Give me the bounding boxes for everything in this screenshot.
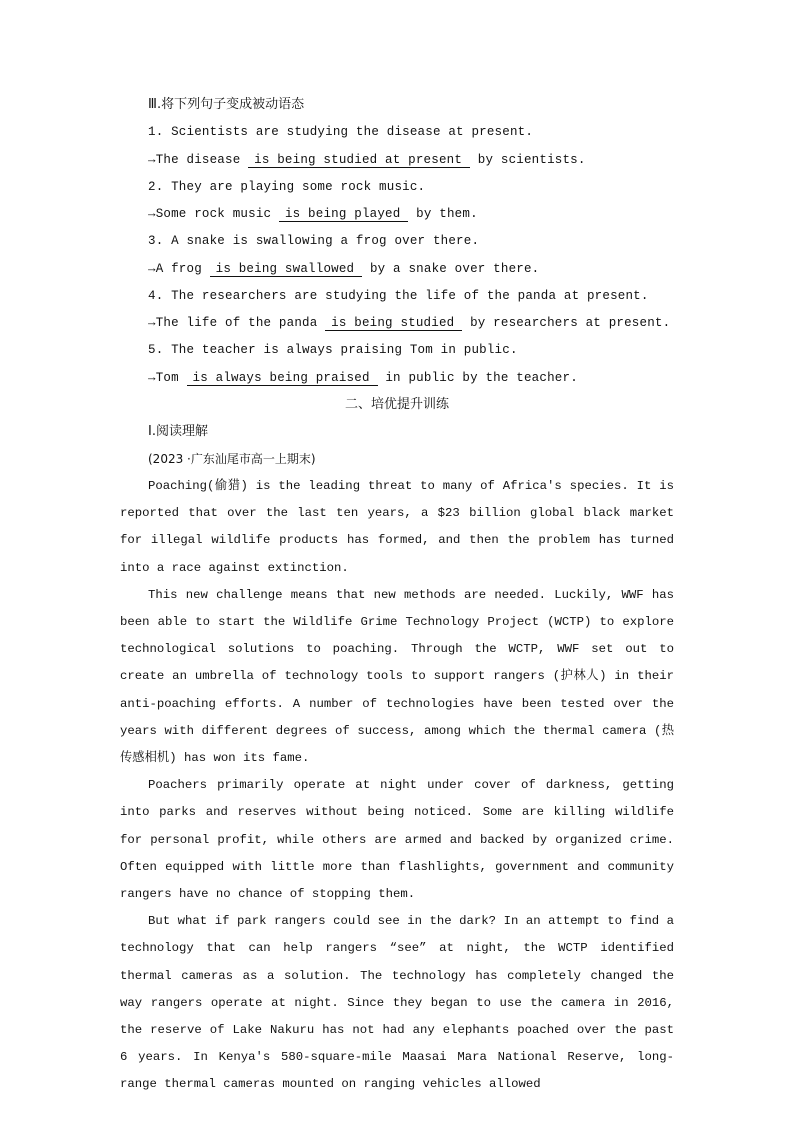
answer-blank: is being played xyxy=(279,207,409,222)
exercise-question: 3. A snake is swallowing a frog over there. xyxy=(148,234,480,248)
answer-prefix: →The life of the panda xyxy=(148,316,318,330)
passage-paragraph: Poachers primarily operate at night under cover of darkness, getting into parks and reserves without being noticed. Some are killing wildlife for personal profit, while others are armed and backed by organized crime. Often equipped with little more than flashlights, government and community rangers have no chance of stopping them. xyxy=(120,778,674,902)
passage-paragraph: Poaching(偷猎) is the leading threat to many of Africa's species. It is reported that over the last ten years, a $23 billion global black market for illegal wildlife products has formed, and then the problem has turned into a race against extinction. xyxy=(120,479,674,575)
exercise-answer xyxy=(148,315,670,331)
passage-paragraph: But what if park rangers could see in the dark? In an attempt to find a technology that can help rangers “see” at night, the WCTP identified thermal cameras as a solution. The technology has completely changed the way rangers operate at night. Since they began to use the camera in 2016, the reserve of Lake Nakuru has not had any elephants poached over the past 6 years. In Kenya's 580-square-mile Maasai Mara National Reserve, long-range thermal cameras mounted on ranging vehicles allowed xyxy=(120,914,674,1092)
answer-prefix: →Tom xyxy=(148,371,179,385)
answer-blank: is being studied xyxy=(325,316,462,331)
answer-suffix: in public by the teacher. xyxy=(385,371,578,385)
answer-suffix: by them. xyxy=(416,207,478,221)
answer-prefix: →Some rock music xyxy=(148,207,272,221)
answer-prefix: →The disease xyxy=(148,153,241,167)
passage-source: (2023 ·广东汕尾市高一上期末) xyxy=(148,452,316,466)
exercise-question: 4. The researchers are studying the life of the panda at present. xyxy=(148,289,649,303)
answer-blank: is being studied at present xyxy=(248,153,470,168)
answer-suffix: by researchers at present. xyxy=(470,316,671,330)
answer-blank: is being swallowed xyxy=(210,262,363,277)
passage-paragraph: This new challenge means that new methods are needed. Luckily, WWF has been able to start the Wildlife Grime Technology Project (WCTP) to explore technological solutions to poaching. Through the WCTP, WWF set out to create an umbrella of technology tools to support rangers (护林人) in their anti-poaching efforts. A number of technologies have been tested over the years with different degrees of success, among which the thermal camera (热传感相机) has won its fame. xyxy=(120,587,674,766)
answer-blank: is always being praised xyxy=(187,371,378,386)
answer-suffix: by scientists. xyxy=(477,153,586,167)
exercise-question: 1. Scientists are studying the disease at present. xyxy=(148,125,534,139)
exercise-question: 2. They are playing some rock music. xyxy=(148,180,426,194)
exercise-answer xyxy=(148,152,586,168)
exercise-question: 5. The teacher is always praising Tom in public. xyxy=(148,343,518,357)
reading-passage xyxy=(120,473,674,1099)
exercise-answer xyxy=(148,206,478,222)
exercise-answer xyxy=(148,261,539,277)
exercise-answer xyxy=(148,370,578,386)
exercise-heading: Ⅲ.将下列句子变成被动语态 xyxy=(148,97,305,112)
answer-prefix: →A frog xyxy=(148,262,202,276)
answer-suffix: by a snake over there. xyxy=(369,262,540,276)
section-heading: 二、培优提升训练 xyxy=(344,397,449,412)
reading-subheading: Ⅰ.阅读理解 xyxy=(148,424,208,439)
